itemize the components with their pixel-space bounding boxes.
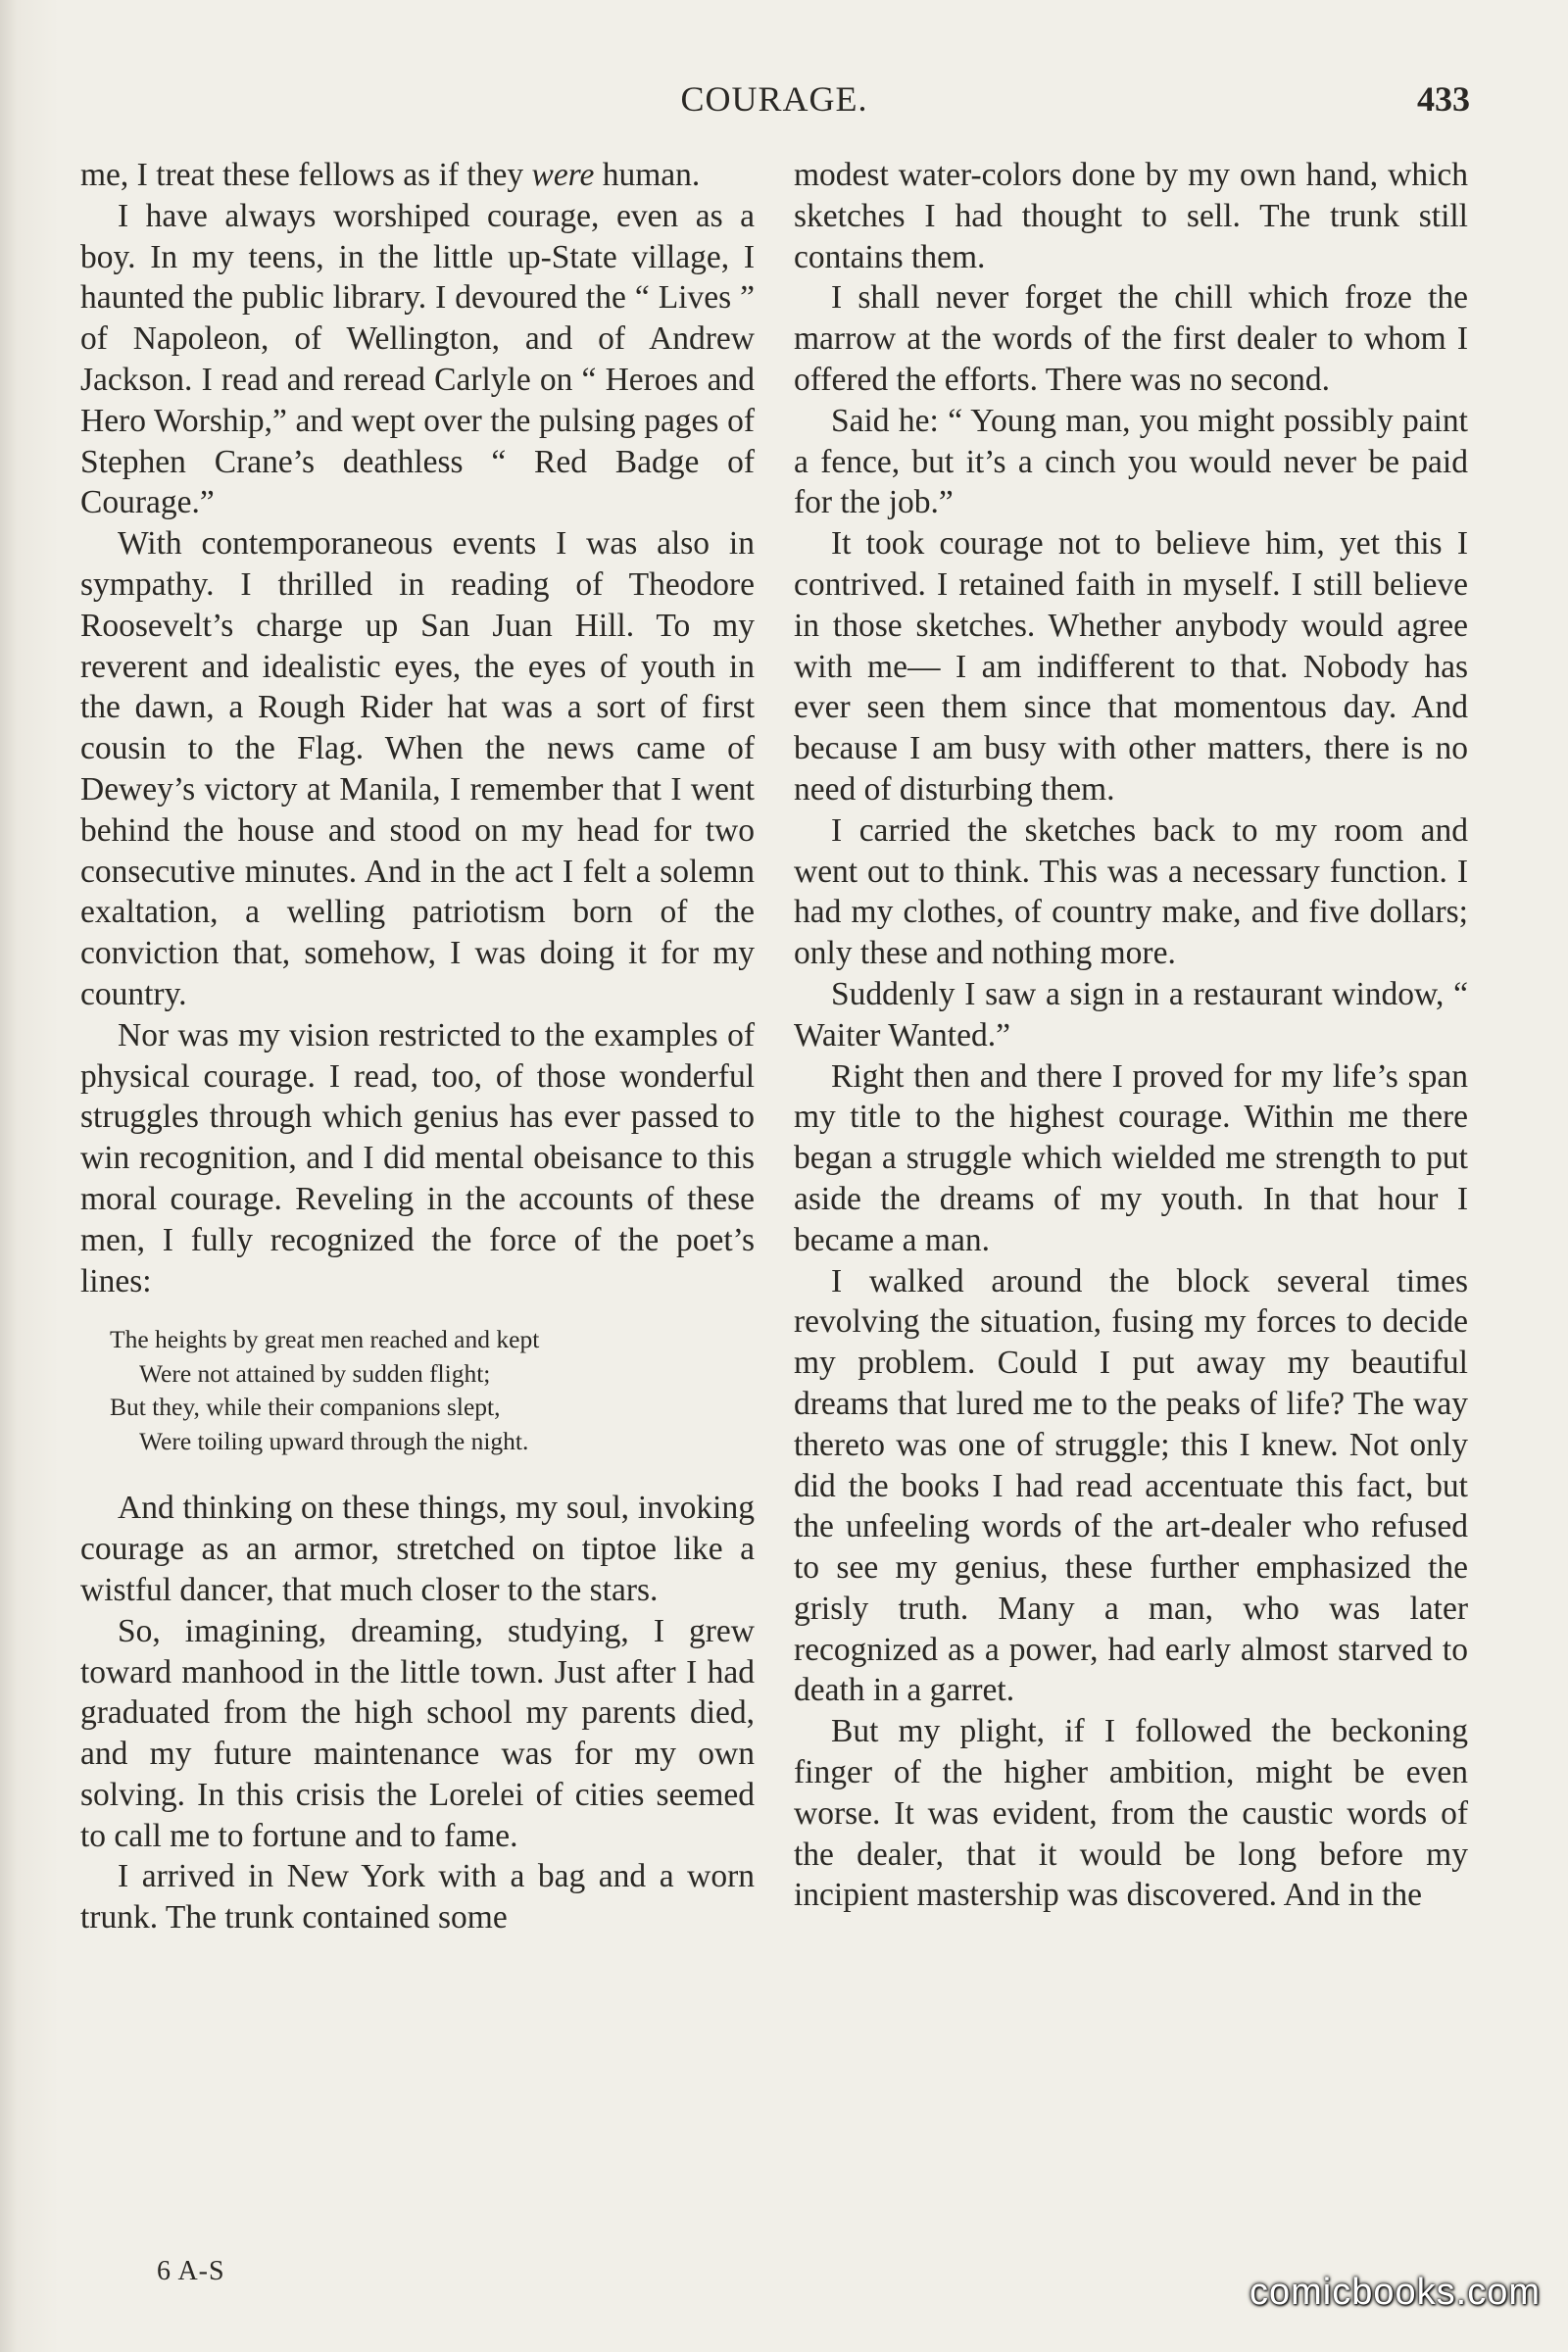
paragraph: So, imagining, dreaming, studying, I grew toward manhood in the little town. Just after I had graduated from the high school my parents died, and my future maintenance was for my own solving. In this crisis the Lorelei of cities seemed to call me to fortune and to fame. bbox=[80, 1612, 755, 1854]
text-run: human. bbox=[594, 157, 701, 193]
paragraph: But my plight, if I followed the beckoning finger of the higher ambition, might be even worse. It was evident, from the caustic words of the dealer, that it would be long before my incipient mastership was discovered. And in the bbox=[794, 1713, 1468, 1914]
running-title: COURAGE. bbox=[680, 79, 868, 119]
paragraph: I shall never forget the chill which froze the marrow at the words of the first dealer to whom I offered the efforts. There was no second. bbox=[794, 279, 1468, 398]
watermark: comicbooks.com bbox=[1250, 2272, 1541, 2313]
poem-quote bbox=[110, 1323, 755, 1458]
paragraph: I arrived in New York with a bag and a worn trunk. The trunk contained some bbox=[80, 1858, 755, 1936]
page-header bbox=[78, 78, 1470, 127]
signature-mark: 6 A-S bbox=[157, 2256, 225, 2286]
paragraph bbox=[80, 155, 755, 196]
emphasis-text: were bbox=[531, 157, 595, 193]
paragraph: Said he: “ Young man, you might possibly paint a fence, but it’s a cinch you would never be paid for the job.” bbox=[794, 402, 1468, 521]
paragraph: Suddenly I saw a sign in a restaurant window, “ Waiter Wanted.” bbox=[794, 975, 1468, 1054]
paragraph: And thinking on these things, my soul, invoking courage as an armor, stretched on tiptoe like a wistful dancer, that much closer to the stars. bbox=[80, 1490, 755, 1608]
paragraph: Right then and there I proved for my life’s span my title to the highest courage. Within me there began a struggle which wielded me strength to put aside the dreams of my youth. In that hour I became a man. bbox=[794, 1057, 1468, 1258]
right-column bbox=[794, 155, 1468, 1916]
paragraph: modest water-colors done by my own hand, which sketches I had thought to sell. The trunk still contains them. bbox=[794, 157, 1468, 275]
left-column bbox=[80, 155, 755, 1938]
poem-line: Were toiling upward through the night. bbox=[139, 1426, 529, 1455]
poem-line: But they, while their companions slept, bbox=[110, 1393, 501, 1422]
page-number: 433 bbox=[1417, 79, 1470, 119]
paragraph: I have always worshiped courage, even as a boy. In my teens, in the little up-State village, I haunted the public library. I devoured the “ Lives ” of Napoleon, of Wellington, and of Andrew Jackson. I read and reread Carlyle on “ Heroes and Hero Worship,” and wept over the pulsing pages of Stephen Crane’s deathless “ Red Badge of Courage.” bbox=[80, 197, 755, 521]
poem-line: The heights by great men reached and kept bbox=[110, 1325, 540, 1354]
poem-line: Were not attained by sudden flight; bbox=[139, 1358, 491, 1388]
paragraph: With contemporaneous events I was also in sympathy. I thrilled in reading of Theodore Roosevelt’s charge up San Juan Hill. To my reverent and idealistic eyes, the eyes of youth in the dawn, a Rough Rider hat was a sort of first cousin to the Flag. When the news came of Dewey’s victory at Manila, I remember that I went behind the house and stood on my head for two consecutive minutes. And in the act I felt a solemn exaltation, a welling patriotism born of the conviction that, somehow, I was doing it for my country. bbox=[80, 525, 755, 1012]
paragraph: Nor was my vision restricted to the examples of physical courage. I read, too, of those wonderful struggles through which genius has ever passed to win recognition, and I did mental obeisance to this moral courage. Reveling in the accounts of these men, I fully recognized the force of the poet’s lines: bbox=[80, 1016, 755, 1299]
paragraph: I carried the sketches back to my room and went out to think. This was a necessary function. I had my clothes, of country make, and five dollars; only these and nothing more. bbox=[794, 811, 1468, 972]
paragraph: It took courage not to believe him, yet this I contrived. I retained faith in myself. I still believe in those sketches. Whether anybody would agree with me— I am indifferent to that. Nobody has ever seen them since that momentous day. And because I am busy with other matters, there is no need of disturbing them. bbox=[794, 525, 1468, 808]
text-run: me, I treat these fellows as if they bbox=[80, 157, 532, 193]
paragraph: I walked around the block several times revolving the situation, fusing my forces to decide my problem. Could I put away my beautiful dreams that lured me to the peaks of life? The way thereto was one of struggle; this I knew. Not only did the books I had read accentuate this fact, but the unfeeling words of the art-dealer who refused to see my genius, these further emphasized the grisly truth. Many a man, who was later recognized as a power, had early almost starved to death in a garret. bbox=[794, 1262, 1468, 1709]
